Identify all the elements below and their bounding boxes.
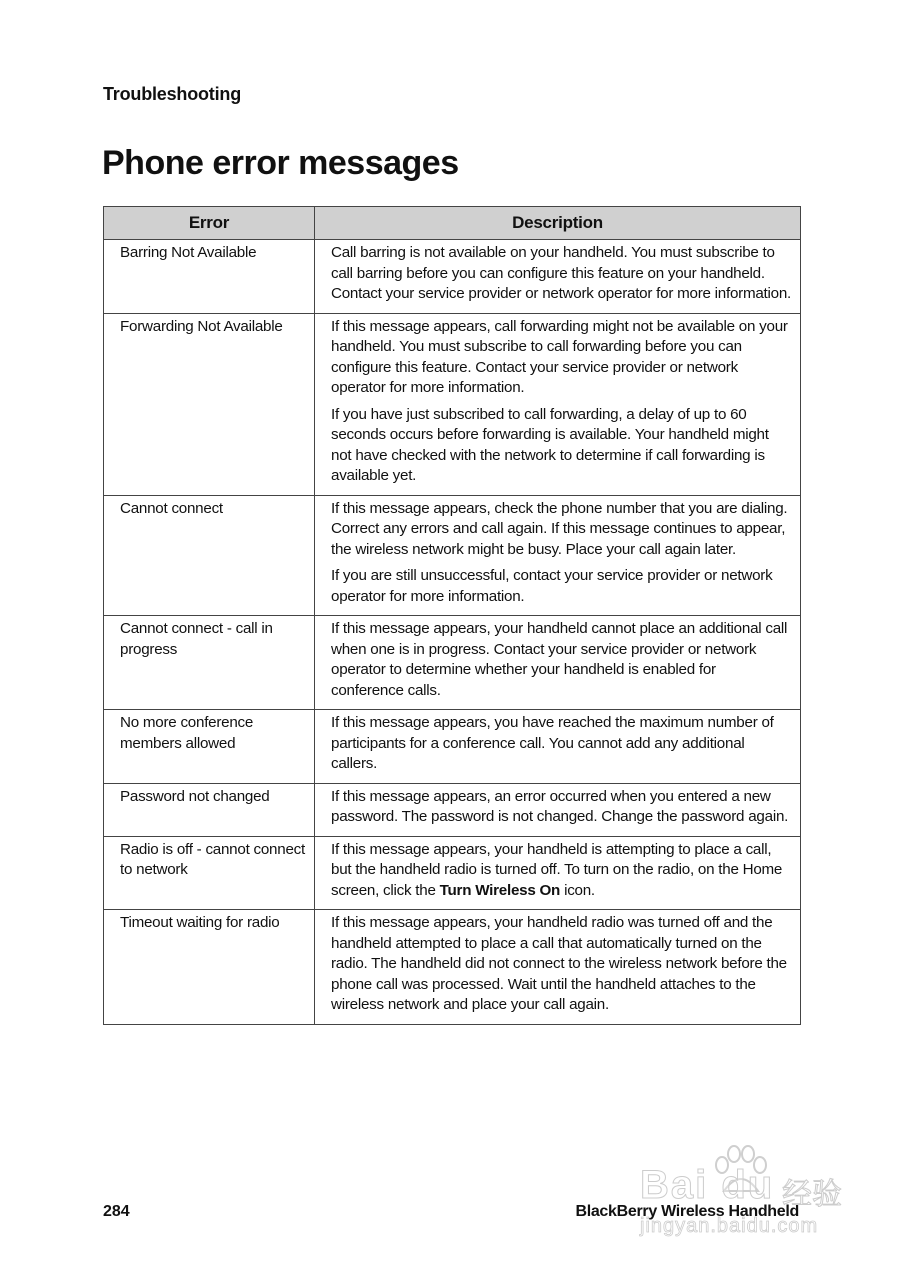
table-row <box>104 710 801 784</box>
table-row <box>104 240 801 314</box>
error-description <box>315 616 801 710</box>
table-row <box>104 313 801 495</box>
error-description <box>315 836 801 910</box>
baidu-watermark <box>640 1145 850 1245</box>
description-paragraph: Call barring is not available on your handheld. You must subscribe to call barring before you can configure this feature on your handheld. Contact your service provider or network operator for more information. <box>331 244 792 302</box>
table-row <box>104 836 801 910</box>
section-label: Troubleshooting <box>103 84 241 104</box>
description-paragraph: If this message appears, check the phone number that you are dialing. Correct any errors and call again. If this message continues to appear, the wireless network might be busy. Place your call again later. <box>331 499 788 558</box>
error-name: Password not changed <box>104 783 315 836</box>
error-description <box>315 313 801 495</box>
page-number: 284 <box>103 1203 130 1220</box>
error-name: Radio is off - cannot connect to network <box>104 836 315 910</box>
error-description <box>315 783 801 836</box>
description-paragraph <box>331 840 792 902</box>
watermark-brand: Bai du <box>640 1163 775 1207</box>
table-header-row <box>104 207 801 240</box>
page-title: Phone error messages <box>102 144 459 182</box>
paw-icon <box>710 1145 770 1195</box>
description-paragraph: If this message appears, an error occurred when you entered a new password. The password is not changed. Change the password again. <box>331 787 789 825</box>
description-paragraph: If you are still unsuccessful, contact your service provider or network operator for more information. <box>331 567 773 605</box>
column-header-error: Error <box>104 207 315 240</box>
error-name: No more conference members allowed <box>104 710 315 784</box>
description-paragraph: If this message appears, your handheld cannot place an additional call when one is in progress. Contact your service provider or network operator to determine whether your handheld is enabled for conference calls. <box>331 620 788 699</box>
watermark-cn: 经验 <box>782 1178 842 1211</box>
error-name: Cannot connect - call in progress <box>104 616 315 710</box>
column-header-description: Description <box>315 207 801 240</box>
description-paragraph: If this message appears, your handheld radio was turned off and the handheld attempted to place a call that automatically turned on the radio. The handheld did not connect to the wireless network before the phone call was processed. Wait until the handheld attaches to the wireless network and place your call again. <box>331 914 787 1013</box>
description-paragraph: If you have just subscribed to call forwarding, a delay of up to 60 seconds occurs before forwarding is available. Your handheld might not have checked with the network to determine if call forwarding is available yet. <box>331 405 769 484</box>
error-name: Cannot connect <box>104 495 315 616</box>
error-name: Timeout waiting for radio <box>104 910 315 1025</box>
error-description <box>315 910 801 1025</box>
watermark-url: jingyan.baidu.com <box>640 1215 819 1237</box>
book-title: BlackBerry Wireless Handheld <box>575 1203 799 1220</box>
table-row <box>104 783 801 836</box>
table-row <box>104 910 801 1025</box>
error-description <box>315 710 801 784</box>
ui-term-turn-wireless-on: Turn Wireless On <box>439 881 561 899</box>
description-paragraph: If this message appears, call forwarding might not be available on your handheld. You must subscribe to call forwarding before you can configure this feature. Contact your service provider or network operator for more information. <box>331 317 788 396</box>
error-name: Barring Not Available <box>104 240 315 314</box>
description-text: If this message appears, your handheld is attempting to place a call, but the handheld radio is turned off. To turn on the radio, on the Home screen, click the <box>331 840 783 899</box>
error-name: Forwarding Not Available <box>104 313 315 495</box>
error-description <box>315 240 801 314</box>
description-paragraph: If this message appears, you have reached the maximum number of participants for a conference call. You cannot add any additional callers. <box>331 714 774 772</box>
description-text: icon. <box>560 881 595 899</box>
table-row <box>104 616 801 710</box>
error-messages-table <box>103 206 801 1025</box>
table-row <box>104 495 801 616</box>
error-description <box>315 495 801 616</box>
